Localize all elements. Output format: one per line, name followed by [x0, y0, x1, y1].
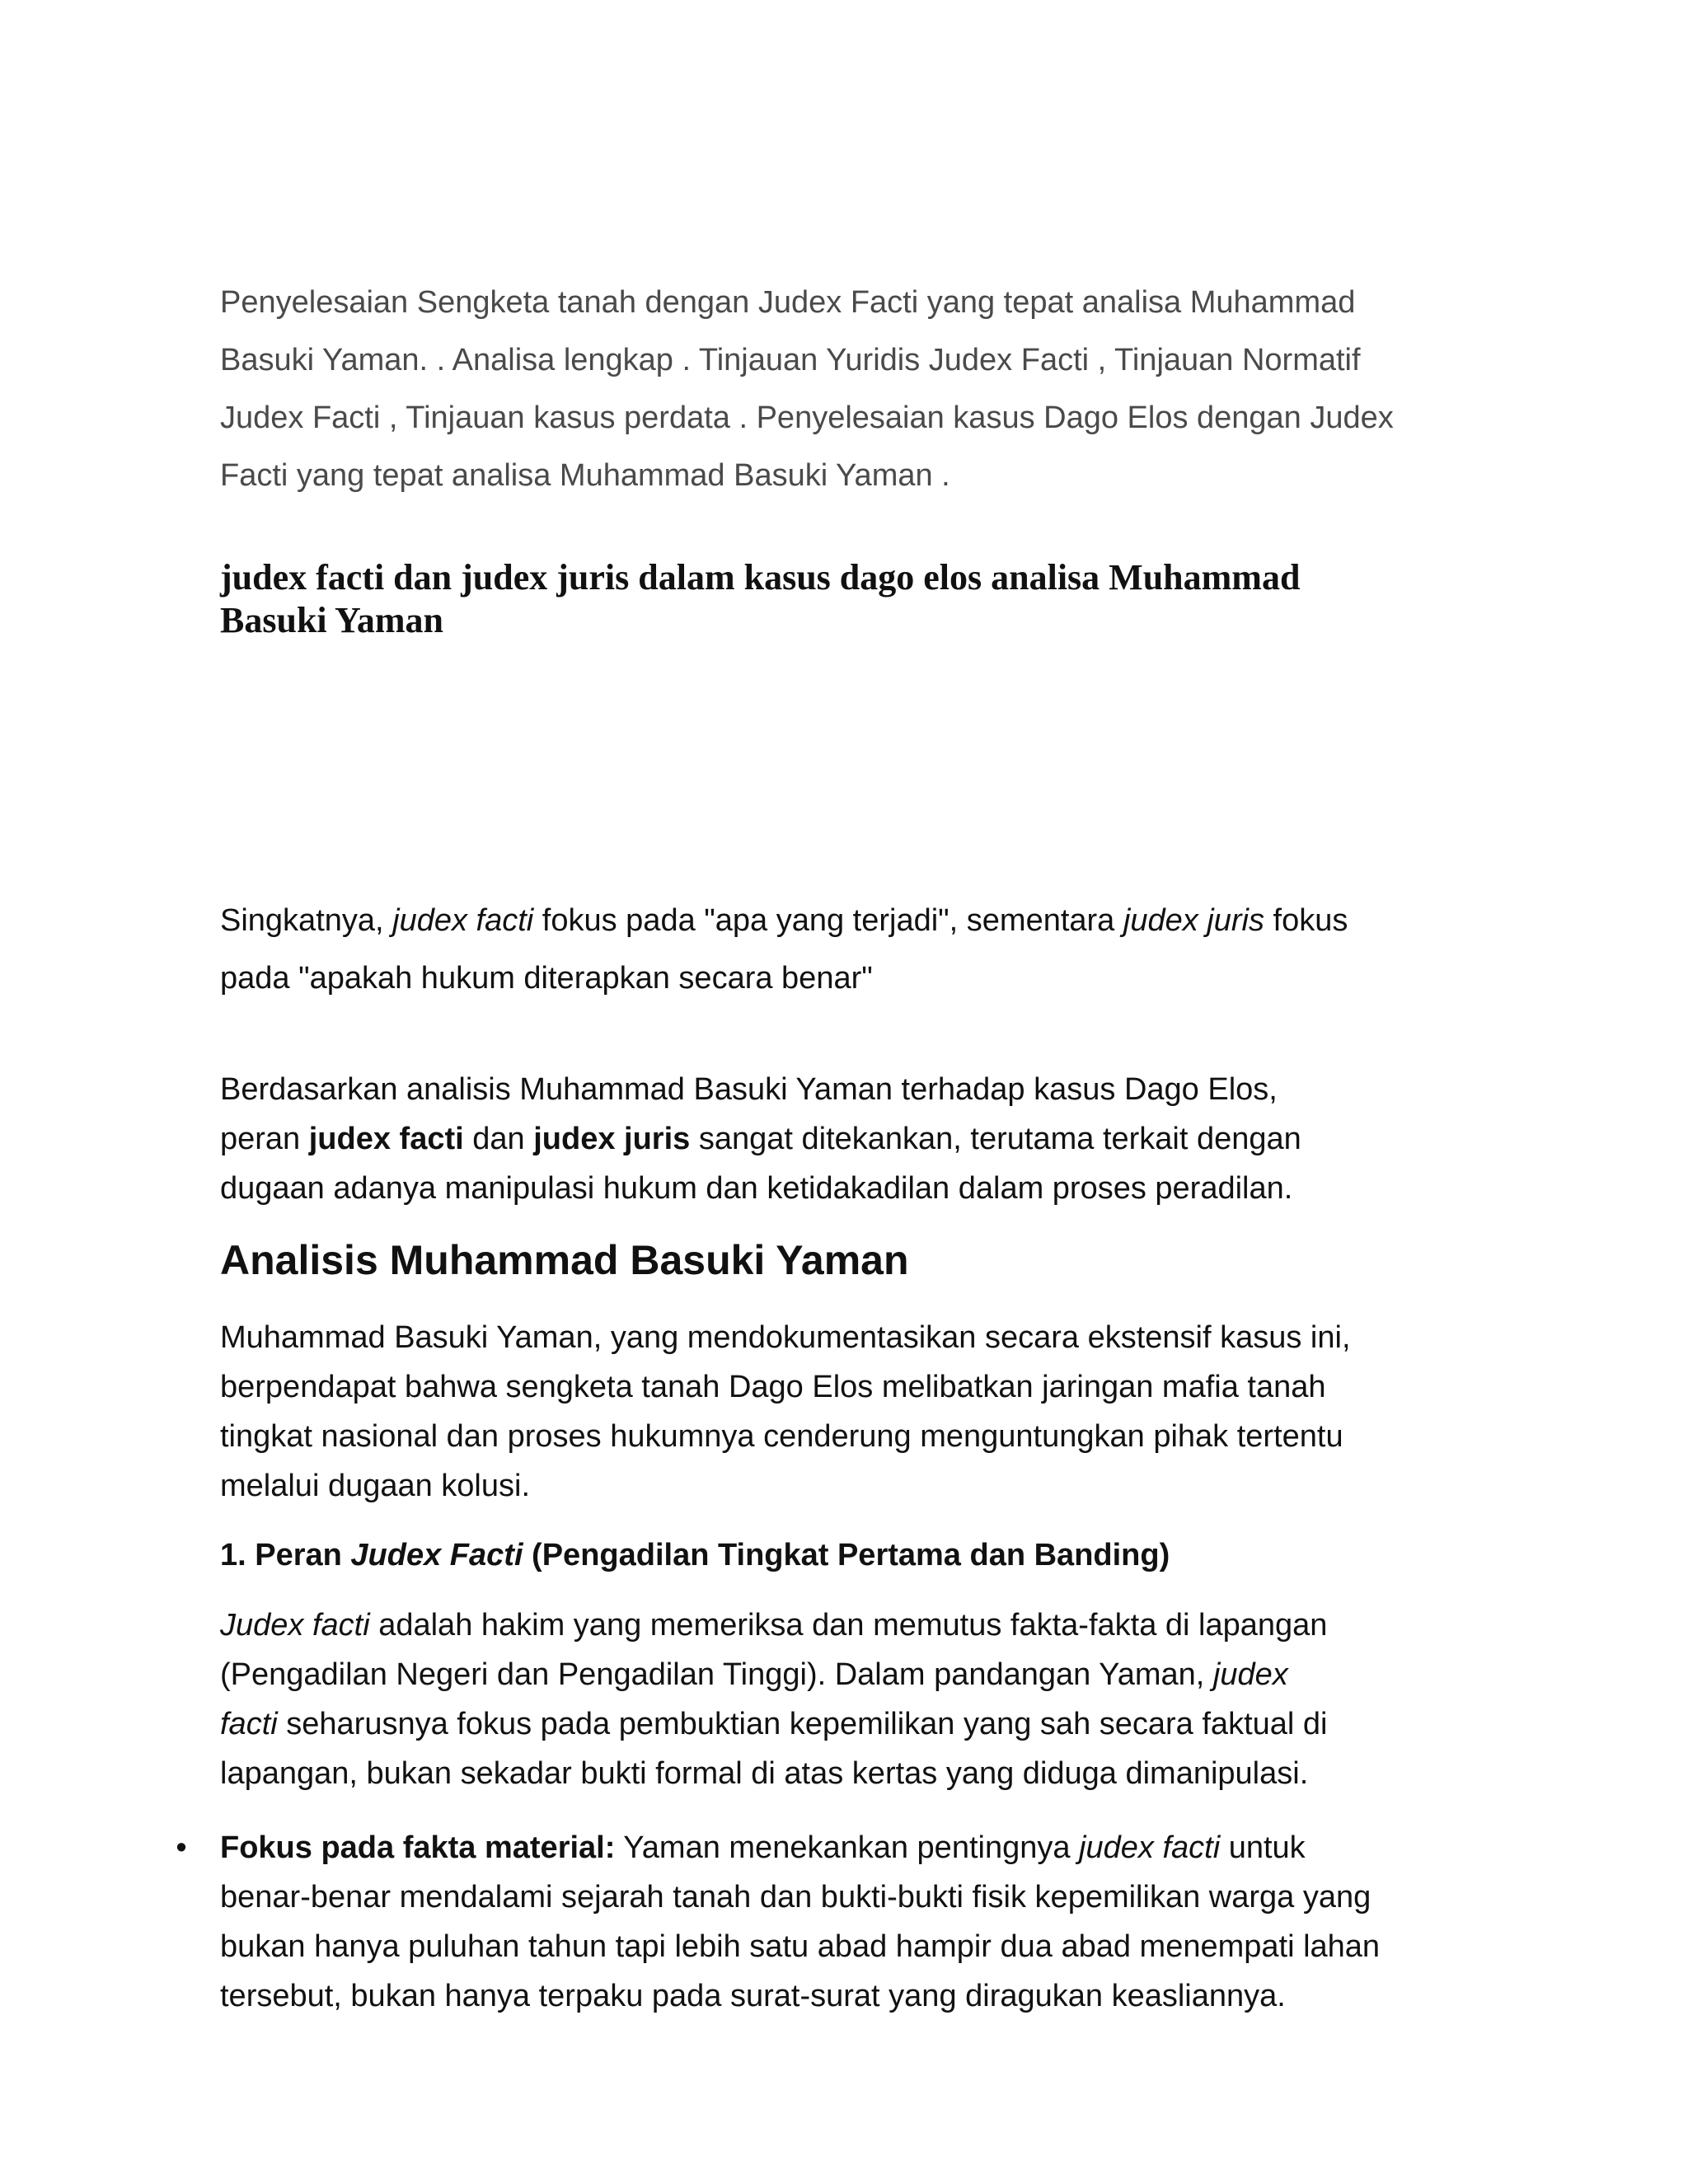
- paragraph-line: lapangan, bukan sekadar bukti formal di atas kertas yang diduga dimanipulasi.: [220, 1756, 1309, 1791]
- paragraph-line: [220, 1650, 1473, 1699]
- text-run: fokus: [1264, 903, 1348, 938]
- summary-line: pada "apakah hukum diterapkan secara benar": [220, 961, 873, 996]
- analysis-line: dugaan adanya manipulasi hukum dan ketidakadilan dalam proses peradilan.: [220, 1171, 1293, 1206]
- intro-line: Basuki Yaman. . Analisa lengkap . Tinjauan Yuridis Judex Facti , Tinjauan Normatif: [220, 343, 1361, 377]
- italic-term: judex: [1212, 1657, 1288, 1692]
- italic-term: judex juris: [1123, 903, 1264, 938]
- section-heading: Analisis Muhammad Basuki Yaman: [220, 1237, 909, 1283]
- intro-line: Facti yang tepat analisa Muhammad Basuki Yaman .: [220, 458, 950, 493]
- subsection-paragraph: [220, 1601, 1473, 1798]
- analysis-line: [220, 1114, 1473, 1164]
- document-title: [220, 556, 1473, 642]
- bold-label: Fokus pada fakta material:: [220, 1830, 616, 1865]
- text-run: adalah hakim yang memeriksa dan memutus fakta-fakta di lapangan: [369, 1608, 1328, 1643]
- text-run: 1. Peran: [220, 1538, 351, 1572]
- text-run: dan: [463, 1122, 534, 1156]
- text-run: untuk: [1220, 1830, 1306, 1865]
- paragraph-line: berpendapat bahwa sengketa tanah Dago Elos melibatkan jaringan mafia tanah: [220, 1370, 1326, 1404]
- bold-term: judex juris: [533, 1122, 691, 1156]
- intro-paragraph: [220, 274, 1473, 504]
- summary-paragraph: [220, 892, 1473, 1007]
- bullet-line: [220, 1823, 1473, 1872]
- bullet-line: benar-benar mendalami sejarah tanah dan bukti-bukti fisik kepemilikan warga yang: [220, 1880, 1372, 1915]
- title-line: judex facti dan judex juris dalam kasus dago elos analisa Muhammad: [220, 557, 1301, 598]
- title-line: Basuki Yaman: [220, 600, 444, 640]
- subsection-heading: [220, 1535, 1473, 1576]
- italic-term: Judex facti: [220, 1608, 370, 1643]
- italic-term: judex facti: [1079, 1830, 1221, 1865]
- text-run: seharusnya fokus pada pembuktian kepemilikan yang sah secara faktual di: [277, 1707, 1328, 1741]
- paragraph-line: tingkat nasional dan proses hukumnya cenderung menguntungkan pihak tertentu: [220, 1419, 1343, 1454]
- text-run: Yaman menekankan pentingnya: [615, 1830, 1080, 1865]
- italic-term: judex facti: [392, 903, 534, 938]
- paragraph-line: [220, 1601, 1473, 1650]
- bold-term: judex facti: [308, 1122, 464, 1156]
- list-item: [176, 1823, 1473, 2021]
- intro-line: Judex Facti , Tinjauan kasus perdata . Penyelesaian kasus Dago Elos dengan Judex: [220, 401, 1394, 435]
- paragraph-line: [220, 1699, 1473, 1749]
- text-run: fokus pada "apa yang terjadi", sementara: [533, 903, 1123, 938]
- paragraph-line: melalui dugaan kolusi.: [220, 1469, 531, 1503]
- bullet-list: [176, 1823, 1473, 2021]
- summary-line: [220, 892, 1473, 949]
- text-run: Singkatnya,: [220, 903, 393, 938]
- paragraph-line: Muhammad Basuki Yaman, yang mendokumentasikan secara ekstensif kasus ini,: [220, 1320, 1351, 1355]
- text-run: sangat ditekankan, terutama terkait dengan: [690, 1122, 1301, 1156]
- italic-term: Judex Facti: [350, 1538, 523, 1572]
- intro-line: Penyelesaian Sengketa tanah dengan Judex Facti yang tepat analisa Muhammad: [220, 285, 1356, 320]
- bullet-icon: •: [176, 1830, 187, 1865]
- italic-term: facti: [220, 1707, 278, 1741]
- text-run: (Pengadilan Tingkat Pertama dan Banding): [523, 1538, 1170, 1572]
- text-run: (Pengadilan Negeri dan Pengadilan Tinggi). Dalam pandangan Yaman,: [220, 1657, 1213, 1692]
- analysis-paragraph: [220, 1065, 1473, 1213]
- bullet-line: tersebut, bukan hanya terpaku pada surat-surat yang diragukan keasliannya.: [220, 1979, 1286, 2013]
- analysis-line: Berdasarkan analisis Muhammad Basuki Yaman terhadap kasus Dago Elos,: [220, 1072, 1278, 1107]
- bullet-line: bukan hanya puluhan tahun tapi lebih satu abad hampir dua abad menempati lahan: [220, 1929, 1381, 1964]
- section-paragraph: [220, 1313, 1473, 1511]
- text-run: peran: [220, 1122, 309, 1156]
